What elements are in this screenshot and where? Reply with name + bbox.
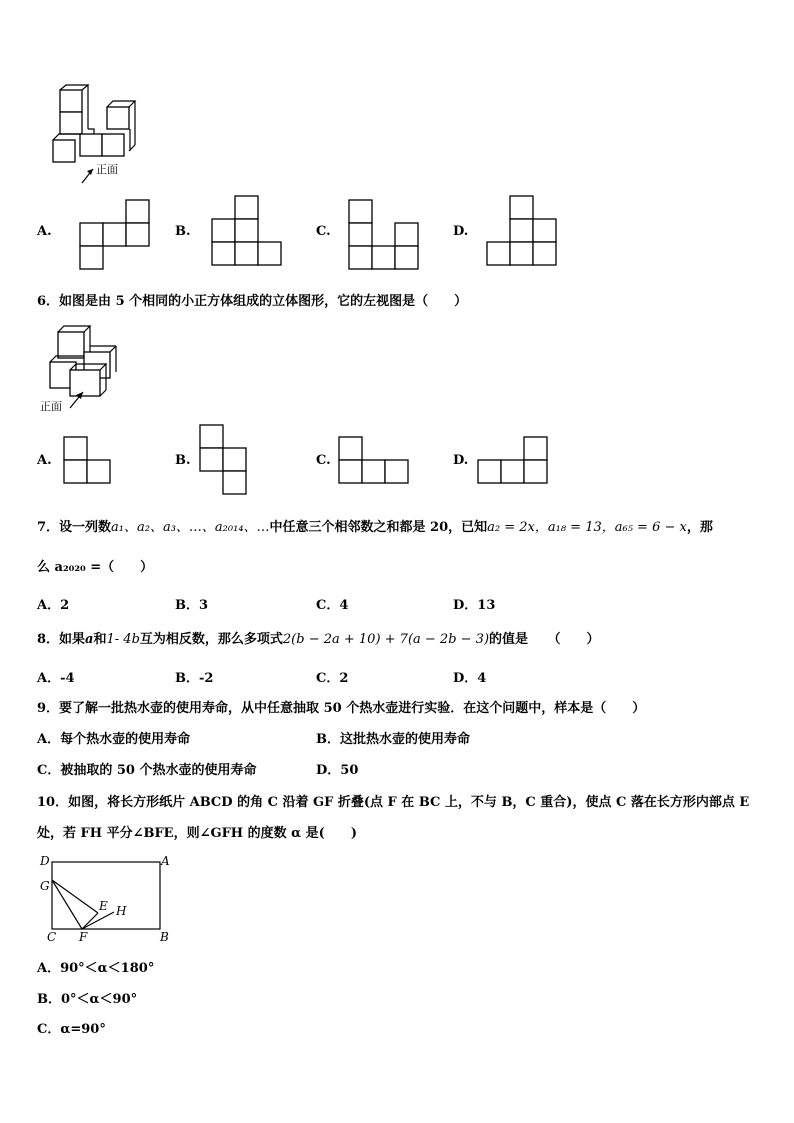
q9-option-b[interactable]: B．这批热水壶的使用寿命 (316, 732, 470, 747)
q7-option-b[interactable]: B．3 (175, 598, 209, 613)
point-b-label: B (160, 930, 169, 944)
q8-option-c[interactable]: C．2 (316, 671, 349, 686)
q8-option-d[interactable]: D．4 (453, 671, 487, 686)
q5-solid-figure (50, 85, 140, 185)
q7-option-c[interactable]: C．4 (316, 598, 349, 613)
point-c-label: C (47, 930, 57, 944)
q5-option-a-view (78, 199, 150, 271)
point-h-label: H (116, 904, 127, 918)
q9-option-c[interactable]: C．被抽取的 50 个热水壶的使用寿命 (37, 763, 257, 778)
q6-option-a[interactable]: A. (37, 453, 52, 468)
q6-option-c[interactable]: C. (316, 453, 331, 468)
q8-option-b[interactable]: B．-2 (175, 671, 214, 686)
q5-option-a[interactable]: A. (37, 224, 52, 239)
q10-option-c[interactable]: C．α=90° (37, 1022, 106, 1037)
q5-front-label: 正面 (96, 163, 118, 176)
q7-line2: 么 a₂₀₂₀ =（ ） (37, 560, 154, 575)
q5-option-d[interactable]: D. (453, 224, 469, 239)
q10-line1: 10．如图，将长方形纸片 ABCD 的角 C 沿着 GF 折叠(点 F 在 BC 上，不与 B，C 重合)，使点 C 落在长方形内部点 E (37, 795, 750, 810)
q5-option-b[interactable]: B. (175, 224, 191, 239)
point-d-label: D (40, 854, 50, 868)
q8-stem: 8．如果a和1- 4b互为相反数，那么多项式2(b − 2a + 10) + 7(a − 2b − 3)的值是 （ ） (37, 632, 600, 647)
q9-option-a[interactable]: A．每个热水壶的使用寿命 (37, 732, 191, 747)
q8-option-a[interactable]: A．-4 (37, 671, 75, 686)
q10-option-a[interactable]: A．90°＜α＜180° (37, 961, 155, 976)
q7-option-a[interactable]: A．2 (37, 598, 70, 613)
q5-option-c[interactable]: C. (316, 224, 331, 239)
point-g-label: G (40, 879, 50, 893)
q6-stem: 6．如图是由 5 个相同的小正方体组成的立体图形，它的左视图是（ ） (37, 294, 468, 309)
q6-option-b-view (199, 424, 249, 496)
q6-option-b[interactable]: B. (175, 453, 191, 468)
point-e-label: E (99, 899, 108, 913)
q7-line1: 7．设一列数a₁、a₂、a₃、…、a₂₀₁₄、…中任意三个相邻数之和都是 20，已知a₂ = 2x，a₁₈ = 13，a₆₅ = 6 − x，那 (37, 520, 713, 535)
q5-option-b-view (210, 195, 282, 267)
q5-option-c-view (347, 199, 419, 271)
q6-option-d[interactable]: D. (453, 453, 469, 468)
q5-option-d-view (485, 195, 557, 267)
q9-option-d[interactable]: D．50 (316, 763, 359, 778)
q6-option-a-view (63, 436, 113, 486)
q6-option-d-view (477, 436, 552, 486)
q9-stem: 9．要了解一批热水壶的使用寿命，从中任意抽取 50 个热水壶进行实验．在这个问题中，样本是（ ） (37, 701, 646, 716)
point-a-label: A (161, 854, 170, 868)
q6-solid-figure (38, 322, 138, 414)
q10-rectangle-figure (38, 850, 178, 945)
q6-option-c-view (338, 436, 413, 486)
q10-option-b[interactable]: B．0°＜α＜90° (37, 992, 138, 1007)
q7-option-d[interactable]: D．13 (453, 598, 496, 613)
point-f-label: F (79, 930, 88, 944)
q6-front-label: 正面 (40, 400, 62, 413)
q10-line2: 处，若 FH 平分∠BFE，则∠GFH 的度数 α 是( ) (37, 826, 357, 841)
